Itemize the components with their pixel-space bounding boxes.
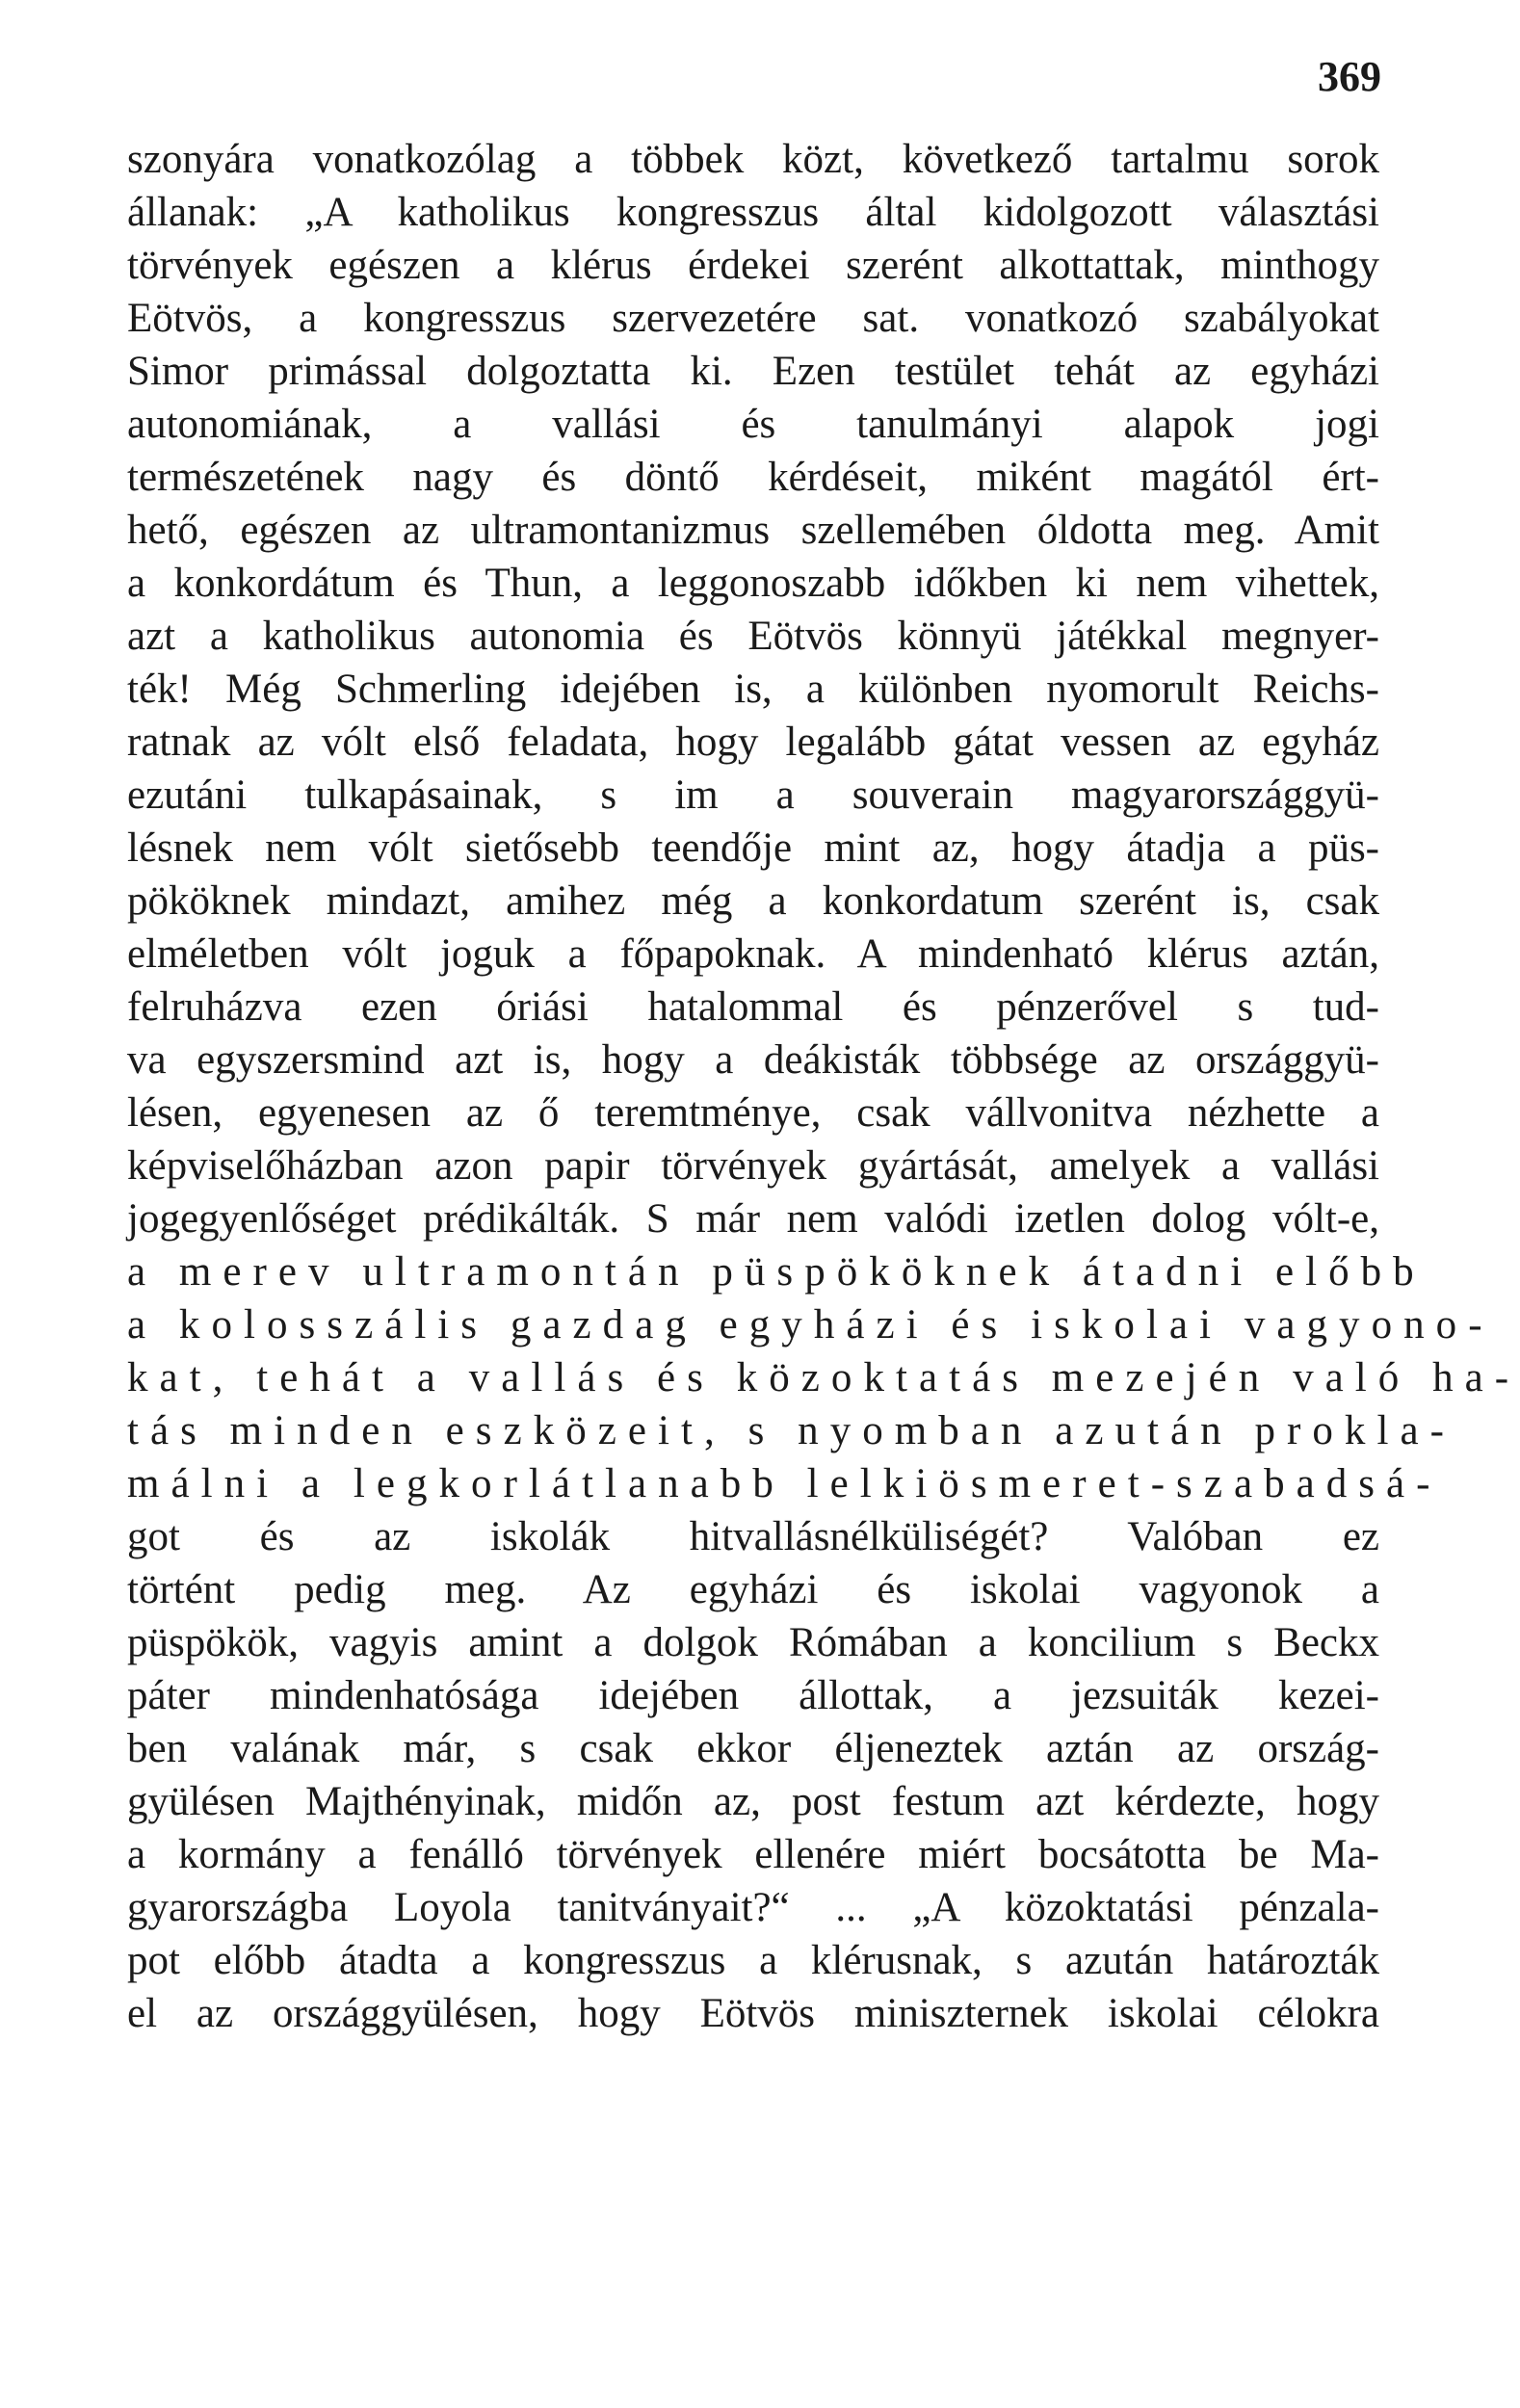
text-line: Simor primással dolgoztatta ki. Ezen testület tehát az egyházi [127, 349, 1379, 394]
text-line: lésen, egyenesen az ő teremtménye, csak vállvonitva nézhette a [127, 1090, 1379, 1136]
text-line: ték! Még Schmerling idejében is, a különben nyomorult Reichs- [127, 667, 1379, 712]
text-line: kat, tehát a vallás és közoktatás mezején való ha- [127, 1355, 1520, 1400]
text-line: a konkordátum és Thun, a leggonoszabb időkben ki nem vihettek, [127, 561, 1379, 606]
text-line: ben valának már, s csak ekkor éljeneztek aztán az ország- [127, 1726, 1379, 1771]
text-line: el az országgyülésen, hogy Eötvös miniszternek iskolai célokra [127, 1991, 1379, 2036]
text-line: gyarországba Loyola tanitványait?“ ... „A közoktatási pénzala- [127, 1885, 1379, 1930]
text-line: got és az iskolák hitvallásnélküliségét? Valóban ez [127, 1514, 1379, 1559]
text-line: lésnek nem vólt sietősebb teendője mint az, hogy átadja a püs- [127, 825, 1379, 871]
text-line: Eötvös, a kongresszus szervezetére sat. vonatkozó szabályokat [127, 296, 1379, 341]
text-line: a kormány a fenálló törvények ellenére miért bocsátotta be Ma- [127, 1832, 1379, 1877]
text-line: jogegyenlőséget prédikálták. S már nem valódi izetlen dolog vólt-e, [127, 1196, 1379, 1242]
text-line: állanak: „A katholikus kongresszus által kidolgozott választási [127, 190, 1379, 235]
text-line: felruházva ezen óriási hatalommal és pénzerővel s tud- [127, 984, 1379, 1030]
body-text [127, 133, 1520, 2040]
text-line: ezutáni tulkapásainak, s im a souverain magyarországgyü- [127, 772, 1379, 818]
page-number: 369 [1318, 53, 1381, 100]
text-line: szonyára vonatkozólag a többek közt, következő tartalmu sorok [127, 137, 1379, 182]
text-line: hető, egészen az ultramontanizmus szellemében óldotta meg. Amit [127, 508, 1379, 553]
text-line: képviselőházban azon papir törvények gyártását, amelyek a vallási [127, 1143, 1379, 1189]
text-line: törvények egészen a klérus érdekei szerént alkottattak, minthogy [127, 243, 1379, 288]
text-line: páter mindenhatósága idejében állottak, a jezsuiták kezei- [127, 1673, 1379, 1718]
text-line: azt a katholikus autonomia és Eötvös könnyü játékkal megnyer- [127, 614, 1379, 659]
text-line: pot előbb átadta a kongresszus a klérusnak, s azután határozták [127, 1938, 1379, 1983]
text-line: történt pedig meg. Az egyházi és iskolai vagyonok a [127, 1567, 1379, 1612]
text-line: elméletben vólt joguk a főpapoknak. A mindenható klérus aztán, [127, 931, 1379, 977]
text-line: természetének nagy és döntő kérdéseit, miként magától ért- [127, 455, 1379, 500]
text-line: ratnak az vólt első feladata, hogy legalább gátat vessen az egyház [127, 720, 1379, 765]
text-line: autonomiának, a vallási és tanulmányi alapok jogi [127, 402, 1379, 447]
text-line: gyülésen Majthényinak, midőn az, post festum azt kérdezte, hogy [127, 1779, 1379, 1824]
text-line: pököknek mindazt, amihez még a konkordatum szerént is, csak [127, 878, 1379, 924]
text-line: málni a legkorlátlanabb lelkiösmeret-szabadsá- [127, 1461, 1442, 1506]
text-line: a kolosszális gazdag egyházi és iskolai vagyono- [127, 1302, 1494, 1348]
text-line: tás minden eszközeit, s nyomban azután prokla- [127, 1408, 1455, 1453]
text-line: püspökök, vagyis amint a dolgok Rómában a koncilium s Beckx [127, 1620, 1379, 1665]
text-line: a merev ultramontán püspököknek átadni előbb [127, 1249, 1426, 1295]
text-line: va egyszersmind azt is, hogy a deákisták többsége az országgyü- [127, 1037, 1379, 1083]
